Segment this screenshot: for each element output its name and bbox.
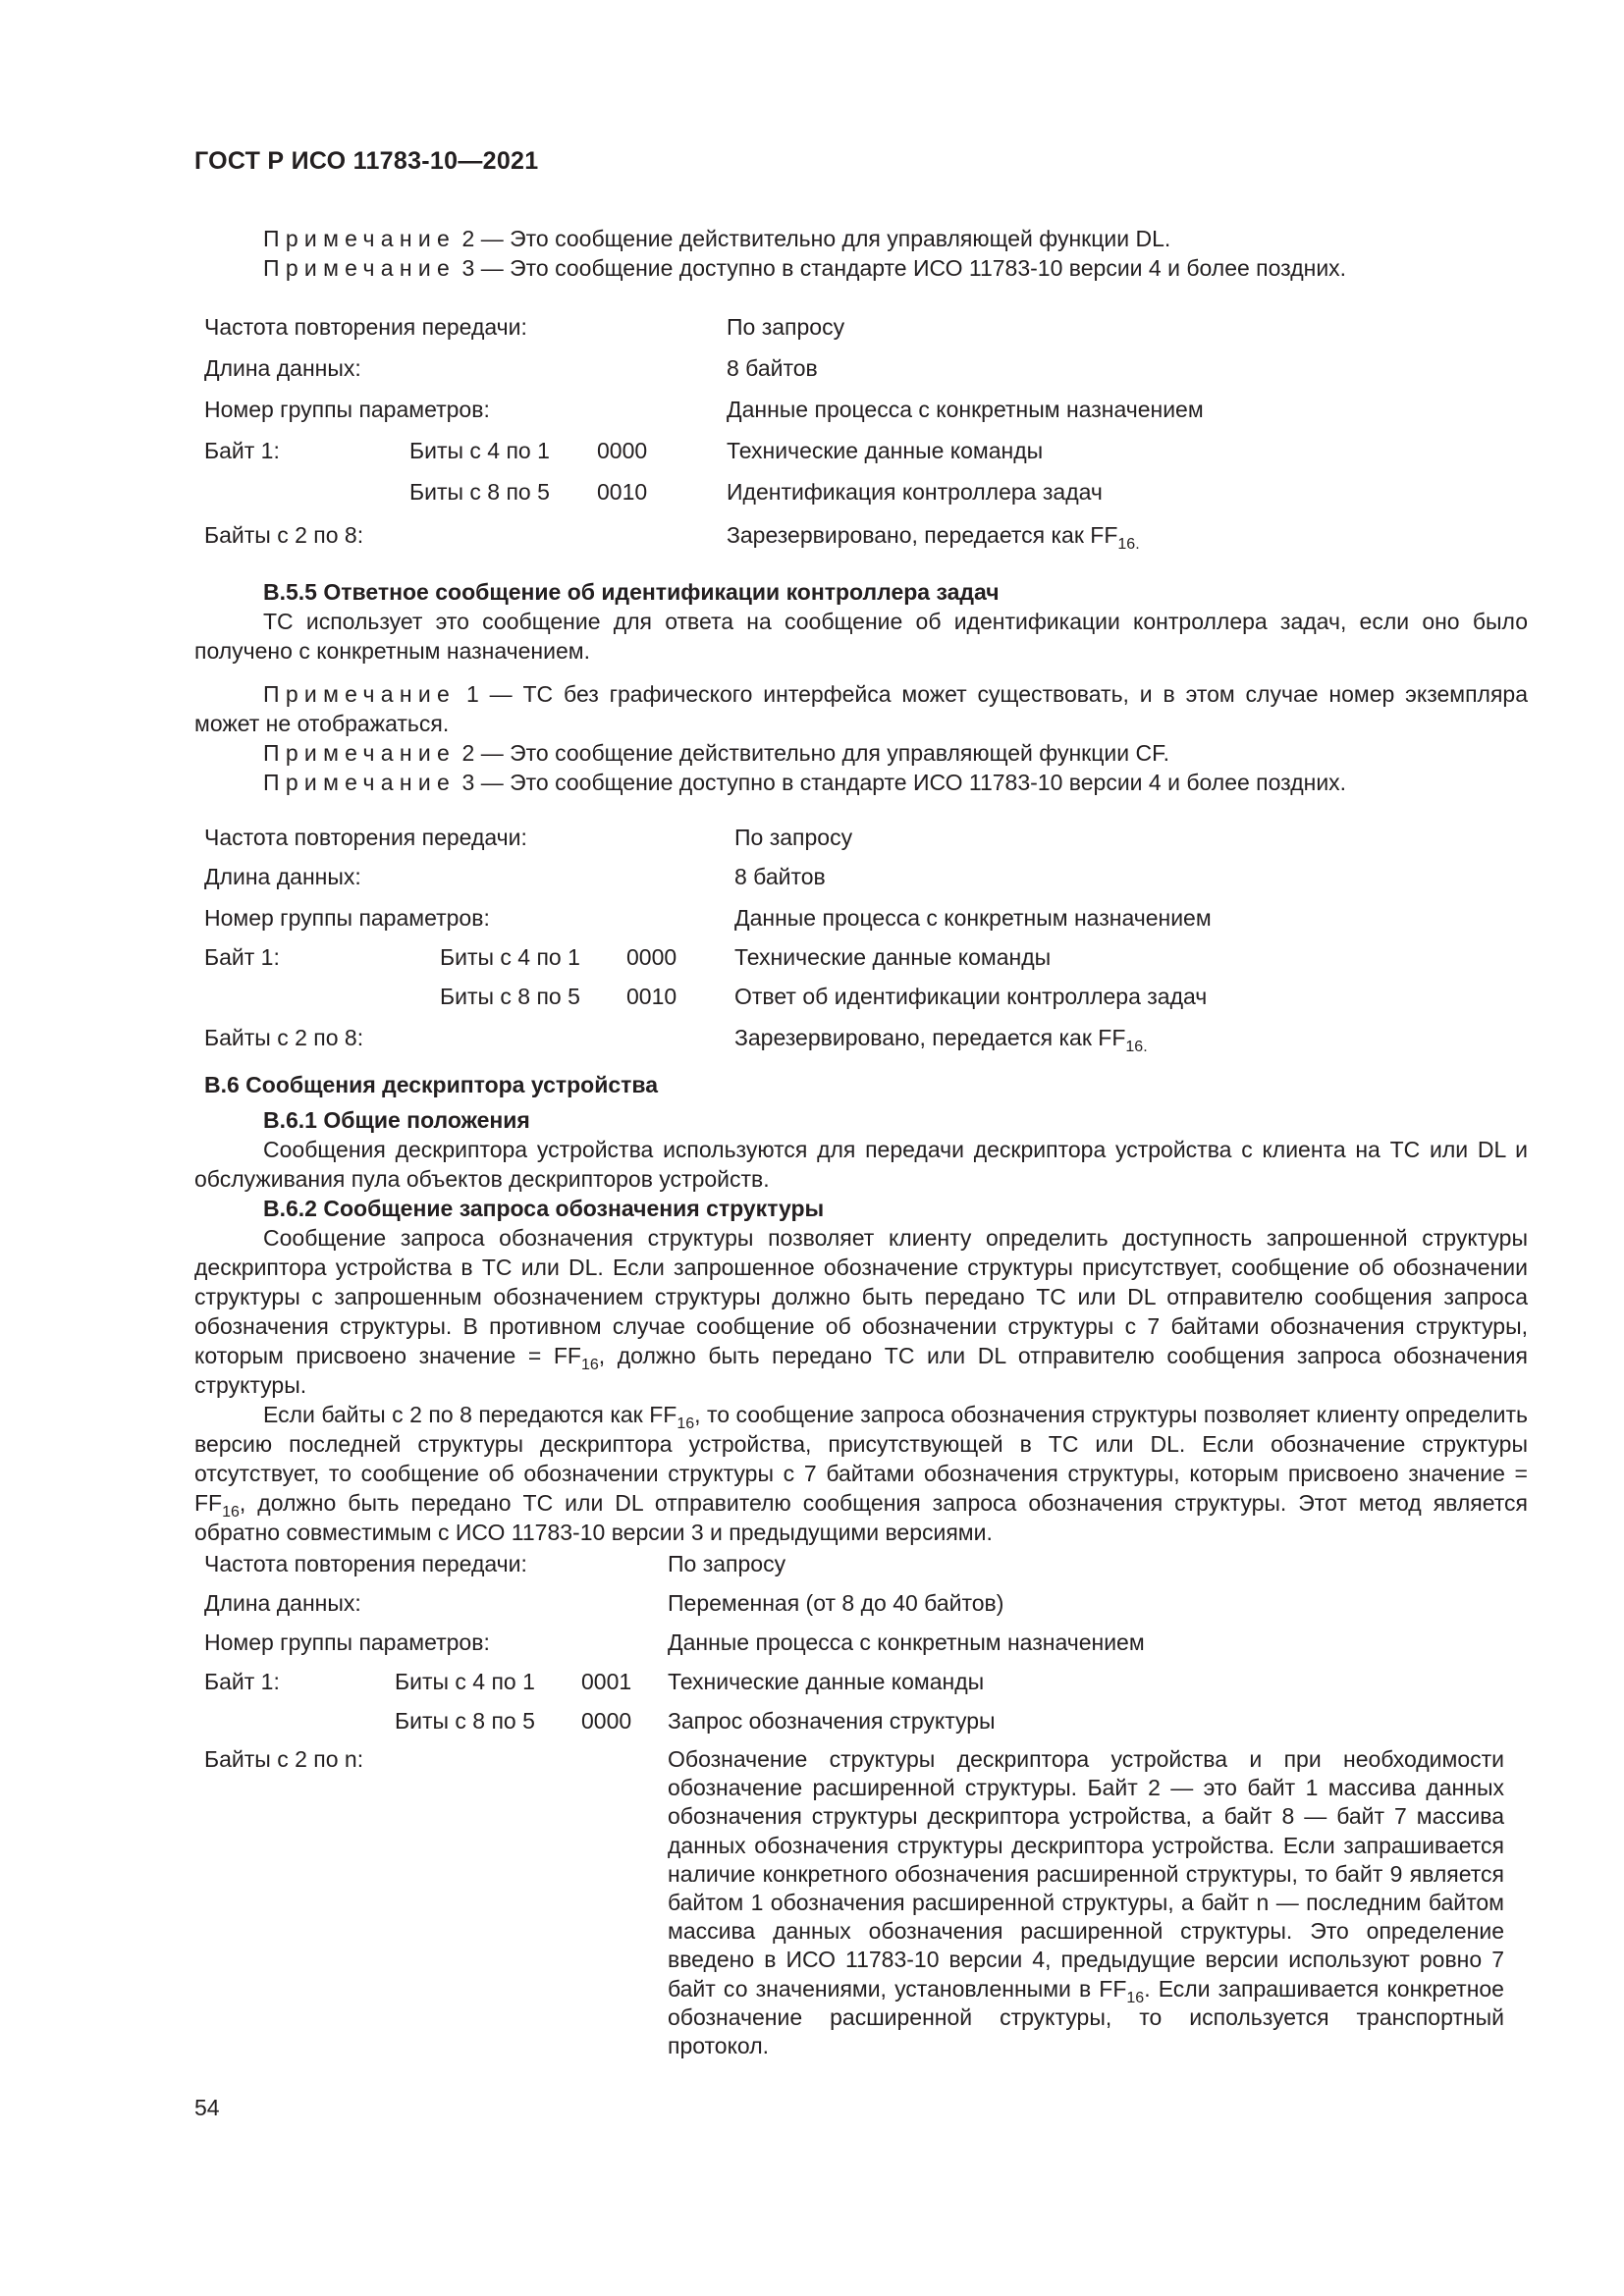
table-code: 0000: [626, 944, 677, 970]
section-heading: В.6 Сообщения дескриптора устройства: [204, 1072, 659, 1097]
table-code: 0001: [581, 1669, 632, 1694]
table-label: Номер группы параметров:: [204, 397, 490, 422]
table-value: Обозначение структуры дескриптора устройства и при необходимости обозначение расширенной структуры. Байт 2 — это байт 1 массива данных обозначения структуры дескриптора устройства, а байт 8 — байт 7 массива данных обозначения структуры дескриптора устройства. Если запрашивается наличие конкретного обозначения расширенной структуры, то байт 9 является байтом 1 обозначения расширенной структуры, а байт n — последним байтом массива данных обозначения расширенной структуры. Это определение введено в ИСО 11783-10 версии 4, предыдущие версии используют ровно 7 байт со значениями, установленными в $FF_{16}$. Если запрашивается конкретное обозначение расширенной структуры, то используется транспортный протокол.: [668, 1746, 1504, 2059]
table-label: Байт 1:: [204, 438, 280, 463]
table-label: Байты с 2 по 8:: [204, 1025, 364, 1050]
table-value: 8 байтов: [734, 864, 826, 889]
standard-header: ГОСТ Р ИСО 11783-10—2021: [194, 147, 539, 175]
table-code: 0000: [581, 1708, 632, 1734]
table-bits: Биты с 4 по 1: [440, 944, 580, 970]
table-label: Байт 1:: [204, 1669, 280, 1694]
table-value: Данные процесса с конкретным назначением: [668, 1629, 1145, 1655]
table-bits: Биты с 4 по 1: [409, 438, 550, 463]
table-label: Частота повторения передачи:: [204, 314, 527, 340]
note-label: Примечание: [263, 770, 457, 795]
table-label: Длина данных:: [204, 864, 361, 889]
note-label: Примечание: [263, 255, 457, 281]
paragraph: Сообщение запроса обозначения структуры позволяет клиенту определить доступность запрошенной структуры дескриптора устройства в ТС или DL. Если запрошенное обозначение структуры присутствует, сообщение об обозначении структуры с запрошенным обозначением структуры должно быть передано ТС или DL отправителю сообщения запроса обозначения структуры. В противном случае сообщение об обозначении структуры с 7 байтами обозначения структуры, которым присвоено значение = $FF_{16}$, должно быть передано ТС или DL отправителю сообщения запроса обозначения структуры.: [194, 1225, 1528, 1398]
table-label: Байты с 2 по n:: [204, 1746, 364, 1772]
table-value: Данные процесса с конкретным назначением: [734, 905, 1212, 931]
note: Примечание 2 — Это сообщение действительно для управляющей функции DL.: [263, 226, 1171, 251]
table-code: 0000: [597, 438, 648, 463]
table-label: Байт 1:: [204, 944, 280, 970]
table-value: По запросу: [727, 314, 845, 340]
table-label: Частота повторения передачи:: [204, 825, 527, 850]
page-number: 54: [194, 2095, 220, 2120]
subsection-heading: В.6.1 Общие положения: [263, 1107, 530, 1133]
table-value: Ответ об идентификации контроллера задач: [734, 984, 1208, 1009]
table-bits: Биты с 8 по 5: [409, 479, 550, 505]
note-label: Примечание: [263, 681, 457, 707]
table-value: Технические данные команды: [668, 1669, 985, 1694]
table-value: Переменная (от 8 до 40 байтов): [668, 1590, 1004, 1616]
table-value: Технические данные команды: [734, 944, 1052, 970]
note-label: Примечание: [263, 226, 457, 251]
table-label: Длина данных:: [204, 355, 361, 381]
table-label: Байты с 2 по 8:: [204, 522, 364, 548]
section-heading: В.5.5 Ответное сообщение об идентификации контроллера задач: [263, 579, 1000, 605]
table-value: Зарезервировано, передается как $FF_{16.}$: [734, 1025, 1148, 1055]
table-value: Зарезервировано, передается как $FF_{16.}$: [727, 522, 1140, 553]
subsection-heading: В.6.2 Сообщение запроса обозначения структуры: [263, 1196, 825, 1221]
table-value: Технические данные команды: [727, 438, 1044, 463]
table-label: Частота повторения передачи:: [204, 1551, 527, 1576]
table-code: 0010: [626, 984, 677, 1009]
table-value: Запрос обозначения структуры: [668, 1708, 996, 1734]
note: Примечание 2 — Это сообщение действительно для управляющей функции CF.: [263, 740, 1169, 766]
paragraph: ТС использует это сообщение для ответа на сообщение об идентификации контроллера задач, если оно было получено с конкретным назначением.: [194, 609, 1528, 664]
paragraph: Сообщения дескриптора устройства используются для передачи дескриптора устройства с клиента на ТС или DL и обслуживания пула объектов дескрипторов устройств.: [194, 1137, 1528, 1192]
table-label: Длина данных:: [204, 1590, 361, 1616]
table-value: 8 байтов: [727, 355, 818, 381]
paragraph: Если байты с 2 по 8 передаются как $FF_{16}$, то сообщение запроса обозначения структуры позволяет клиенту определить версию последней структуры дескриптора устройства, присутствующей в ТС или DL. Если обозначение структуры отсутствует, то сообщение об обозначении структуры с 7 байтами обозначения структуры, которым присвоено значение = $FF_{16}$, должно быть передано ТС или DL отправителю сообщения запроса обозначения структуры. Этот метод является обратно совместимым с ИСО 11783-10 версии 3 и предыдущими версиями.: [194, 1402, 1528, 1545]
note: Примечание 3 — Это сообщение доступно в стандарте ИСО 11783-10 версии 4 и более поздних.: [263, 255, 1347, 281]
table-code: 0010: [597, 479, 648, 505]
table-value: Идентификация контроллера задач: [727, 479, 1103, 505]
table-bits: Биты с 4 по 1: [395, 1669, 535, 1694]
table-value: По запросу: [668, 1551, 786, 1576]
table-label: Номер группы параметров:: [204, 905, 490, 931]
table-value: По запросу: [734, 825, 853, 850]
table-label: Номер группы параметров:: [204, 1629, 490, 1655]
note: Примечание 3 — Это сообщение доступно в стандарте ИСО 11783-10 версии 4 и более поздних.: [263, 770, 1347, 795]
table-bits: Биты с 8 по 5: [440, 984, 580, 1009]
table-bits: Биты с 8 по 5: [395, 1708, 535, 1734]
note: Примечание 1 — ТС без графического интерфейса может существовать, и в этом случае номер экземпляра может не отображаться.: [194, 681, 1528, 736]
note-label: Примечание: [263, 740, 457, 766]
table-value: Данные процесса с конкретным назначением: [727, 397, 1204, 422]
